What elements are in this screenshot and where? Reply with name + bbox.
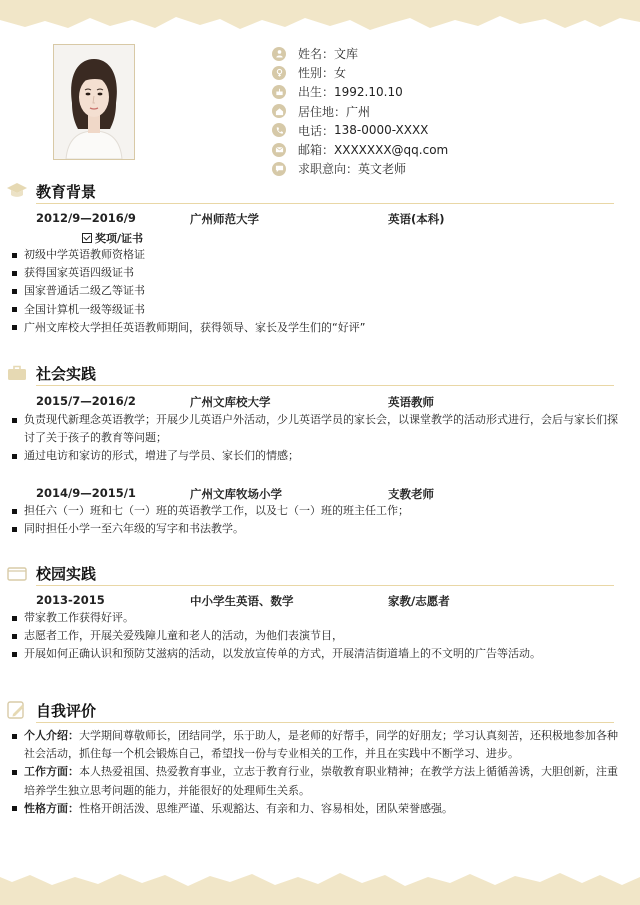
list-item: 全国计算机一级等级证书 (12, 301, 624, 319)
awards-title: 奖项/证书 (95, 232, 144, 245)
self-divider (36, 722, 614, 723)
torn-paper-bottom-edge (0, 865, 640, 905)
objective-value: 英文老师 (358, 162, 407, 177)
job-org: 广州文库校大学 (190, 395, 271, 409)
gender-value: 女 (334, 66, 347, 81)
bullet-icon (12, 652, 17, 657)
list-item: 志愿者工作，开展关爱残障儿童和老人的活动，为他们表演节目， (12, 627, 624, 645)
bullet-icon (12, 634, 17, 639)
bullet-icon (12, 806, 17, 811)
bullet-icon (12, 616, 17, 621)
job-period: 2014/9—2015/1 (36, 486, 136, 500)
personal-info (272, 44, 448, 178)
job-2-list (12, 502, 624, 538)
pencil-icon (6, 700, 28, 720)
job-row-1 (0, 394, 640, 410)
person-icon (272, 47, 286, 61)
education-period: 2012/9—2016/9 (36, 211, 136, 225)
phone-row (272, 121, 448, 140)
name-row (272, 44, 448, 63)
social-divider (36, 385, 614, 386)
profile-photo (53, 44, 135, 160)
awards-list (12, 246, 624, 337)
list-item (12, 800, 624, 818)
list-item: 负责现代新理念英语教学；开展少儿英语户外活动，少儿英语学员的家长会，以课堂教学的活动形式进行，会后与家长们探讨了关于孩子的教育等问题； (12, 411, 624, 447)
phone-value: 138-0000-XXXX (334, 123, 429, 138)
list-item: 通过电访和家访的形式，增进了与学员、家长们的情感； (12, 447, 624, 465)
residence-label: 居住地： (298, 104, 347, 119)
name-value: 文库 (334, 47, 359, 62)
list-item: 国家普通话二级乙等证书 (12, 282, 624, 300)
list-item: 广州文库校大学担任英语教师期间，获得领导、家长及学生们的“好评” (12, 319, 624, 337)
gender-label: 性别： (298, 66, 335, 81)
birth-label: 出生： (298, 85, 335, 100)
name-label: 姓名： (298, 47, 335, 62)
job-period: 2015/7—2016/2 (36, 394, 136, 408)
education-divider (36, 203, 614, 204)
list-item: 初级中学英语教师资格证 (12, 246, 624, 264)
campus-list (12, 609, 624, 664)
awards-heading (82, 230, 143, 246)
phone-icon (272, 123, 286, 137)
bullet-icon (12, 509, 17, 514)
residence-value: 广州 (346, 104, 371, 119)
education-school: 广州师范大学 (190, 212, 259, 226)
self-title: 自我评价 (36, 702, 97, 720)
self-header (0, 700, 640, 724)
gender-row (272, 63, 448, 82)
job-1-list (12, 411, 624, 466)
job-role: 英语教师 (388, 395, 434, 409)
bullet-icon (12, 271, 17, 276)
list-item (12, 727, 624, 763)
email-row (272, 140, 448, 159)
residence-row (272, 102, 448, 121)
list-item (12, 763, 624, 799)
mail-icon (272, 143, 286, 157)
job-role: 支教老师 (388, 487, 434, 501)
graduation-cap-icon (6, 181, 28, 201)
cake-icon (272, 85, 286, 99)
campus-period: 2013-2015 (36, 593, 105, 607)
list-item: 开展如何正确认识和预防艾滋病的活动，以发放宣传单的方式，开展清洁街道墙上的不文明的广告等活动。 (12, 645, 624, 663)
self-label: 个人介绍： (24, 729, 79, 742)
self-label: 性格方面： (24, 801, 79, 815)
home-icon (272, 104, 286, 118)
self-text: 性格开朗活泼、思维严谨、乐观豁达、有亲和力、容易相处，团队荣誉感强。 (79, 801, 453, 815)
list-item: 同时担任小学一至六年级的写字和书法教学。 (12, 520, 624, 538)
social-title: 社会实践 (36, 365, 97, 383)
campus-org: 中小学生英语、数学 (190, 594, 294, 608)
bullet-icon (12, 289, 17, 294)
bullet-icon (12, 307, 17, 312)
education-title: 教育背景 (36, 183, 97, 201)
list-item: 获得国家英语四级证书 (12, 264, 624, 282)
list-item: 带家教工作获得好评。 (12, 609, 624, 627)
bullet-icon (12, 253, 17, 258)
campus-header (0, 563, 640, 587)
checkbox-icon (82, 233, 92, 243)
self-text: 本人热爱祖国、热爱教育事业，立志于教育行业，崇敬教育职业精神；在教学方法上循循善诱，大胆创新，注重培养学生独立思考问题的能力，并能很好的处理师生关系。 (24, 765, 618, 797)
self-label: 工作方面： (24, 765, 79, 779)
bullet-icon (12, 770, 17, 775)
chat-icon (272, 162, 286, 176)
job-org: 广州文库牧场小学 (190, 487, 282, 501)
bullet-icon (12, 418, 17, 423)
bullet-icon (12, 454, 17, 459)
education-row (0, 211, 640, 227)
education-header (0, 181, 640, 205)
portrait-illustration (54, 45, 134, 159)
folder-icon (6, 563, 28, 583)
email-label: 邮箱： (298, 143, 335, 158)
torn-paper-top-edge (0, 0, 640, 36)
objective-row (272, 159, 448, 178)
bullet-icon (12, 325, 17, 330)
social-header (0, 363, 640, 387)
job-row-2 (0, 486, 640, 502)
self-list (12, 727, 624, 818)
list-item: 担任六（一）班和七（一）班的英语教学工作，以及七（一）班的班主任工作； (12, 502, 624, 520)
email-value: XXXXXXX@qq.com (334, 142, 449, 157)
bullet-icon (12, 734, 17, 739)
campus-role: 家教/志愿者 (388, 594, 450, 608)
gender-icon (272, 66, 286, 80)
self-text: 大学期间尊敬师长，团结同学，乐于助人，是老师的好帮手，同学的好朋友；学习认真刻苦，还积极地参加各种社会活动，抓住每一个机会锻炼自己，希望找一份与专业相关的工作，并且在实践中不断学习、进步。 (24, 729, 618, 761)
briefcase-icon (6, 363, 28, 383)
birth-row (272, 82, 448, 101)
phone-label: 电话： (298, 123, 335, 138)
bullet-icon (12, 527, 17, 532)
education-major: 英语(本科) (388, 212, 445, 226)
campus-row (0, 593, 640, 609)
campus-title: 校园实践 (36, 565, 97, 583)
objective-label: 求职意向： (298, 162, 359, 177)
birth-value: 1992.10.10 (334, 84, 403, 99)
campus-divider (36, 585, 614, 586)
